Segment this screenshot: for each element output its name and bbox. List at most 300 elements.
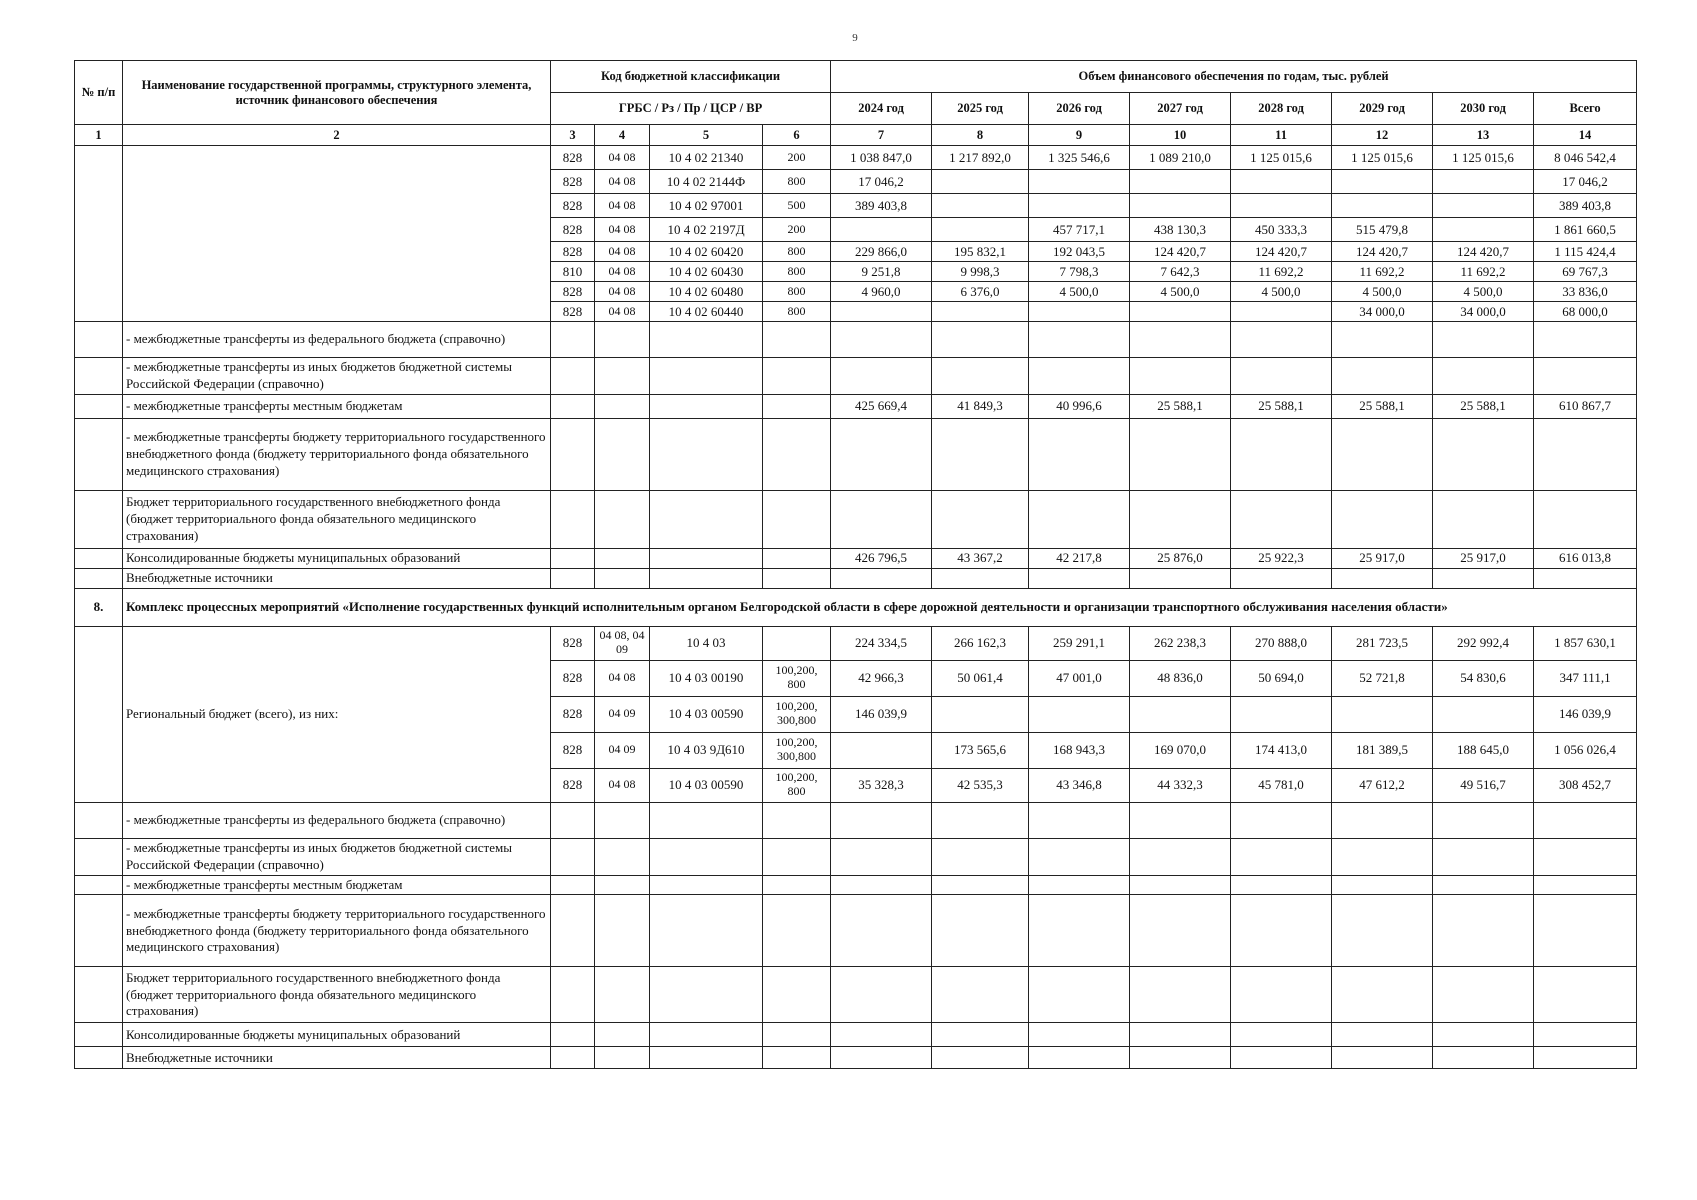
value-cell — [1029, 1023, 1130, 1047]
column-number: 13 — [1433, 125, 1534, 146]
source-label: Внебюджетные источники — [123, 568, 551, 588]
grbs-cell: 828 — [551, 302, 595, 322]
code-cell — [650, 548, 763, 568]
value-cell — [831, 732, 932, 768]
csr-cell: 10 4 03 00590 — [650, 768, 763, 802]
code-header: Код бюджетной классификации — [551, 61, 831, 93]
year-header: 2029 год — [1332, 93, 1433, 125]
code-cell — [551, 358, 595, 395]
value-cell — [1029, 838, 1130, 875]
value-cell: 11 692,2 — [1433, 262, 1534, 282]
value-cell — [1029, 358, 1130, 395]
code-cell — [763, 967, 831, 1023]
value-cell — [932, 838, 1029, 875]
rzpr-cell: 04 08 — [595, 194, 650, 218]
code-cell — [650, 418, 763, 490]
vr-cell: 200 — [763, 218, 831, 242]
value-cell: 425 669,4 — [831, 394, 932, 418]
value-cell: 42 966,3 — [831, 660, 932, 696]
code-cell — [551, 418, 595, 490]
value-cell: 4 960,0 — [831, 282, 932, 302]
code-cell — [551, 1023, 595, 1047]
value-cell: 25 588,1 — [1130, 394, 1231, 418]
csr-cell: 10 4 02 2197Д — [650, 218, 763, 242]
source-label: Внебюджетные источники — [123, 1047, 551, 1069]
value-cell: 4 500,0 — [1029, 282, 1130, 302]
code-cell — [595, 895, 650, 967]
value-cell: 270 888,0 — [1231, 626, 1332, 660]
value-cell — [1029, 490, 1130, 548]
value-cell — [1029, 696, 1130, 732]
source-label: Консолидированные бюджеты муниципальных образований — [123, 1023, 551, 1047]
value-cell — [1433, 218, 1534, 242]
value-cell — [1029, 170, 1130, 194]
code-cell — [595, 1047, 650, 1069]
value-cell: 1 115 424,4 — [1534, 242, 1637, 262]
value-cell — [1231, 1047, 1332, 1069]
value-cell — [1433, 170, 1534, 194]
value-cell — [1534, 802, 1637, 838]
value-cell: 9 998,3 — [932, 262, 1029, 282]
csr-cell: 10 4 02 60480 — [650, 282, 763, 302]
table-row — [75, 146, 1637, 170]
value-cell — [1029, 322, 1130, 358]
value-cell — [1029, 568, 1130, 588]
code-subheader: ГРБС / Рз / Пр / ЦСР / ВР — [551, 93, 831, 125]
column-number: 6 — [763, 125, 831, 146]
value-cell — [932, 802, 1029, 838]
num-cell — [75, 322, 123, 358]
year-header: 2024 год — [831, 93, 932, 125]
value-cell: 11 692,2 — [1231, 262, 1332, 282]
csr-cell: 10 4 02 97001 — [650, 194, 763, 218]
value-cell — [1029, 302, 1130, 322]
code-cell — [595, 967, 650, 1023]
value-cell: 25 917,0 — [1332, 548, 1433, 568]
value-cell: 25 588,1 — [1231, 394, 1332, 418]
value-cell: 174 413,0 — [1231, 732, 1332, 768]
column-number: 9 — [1029, 125, 1130, 146]
table-row — [75, 626, 1637, 660]
year-header: 2026 год — [1029, 93, 1130, 125]
vr-cell: 800 — [763, 242, 831, 262]
vr-cell: 500 — [763, 194, 831, 218]
value-cell: 266 162,3 — [932, 626, 1029, 660]
value-cell — [1332, 696, 1433, 732]
year-header: 2025 год — [932, 93, 1029, 125]
value-cell — [1433, 418, 1534, 490]
value-cell — [1231, 1023, 1332, 1047]
code-cell — [551, 1047, 595, 1069]
grbs-cell: 828 — [551, 282, 595, 302]
value-cell — [1332, 1023, 1433, 1047]
value-cell — [1029, 875, 1130, 895]
value-cell: 616 013,8 — [1534, 548, 1637, 568]
value-cell — [1433, 1023, 1534, 1047]
value-cell — [1029, 418, 1130, 490]
value-cell: 515 479,8 — [1332, 218, 1433, 242]
code-cell — [595, 875, 650, 895]
vr-cell: 100,200, 800 — [763, 660, 831, 696]
column-numbers-row — [75, 125, 1637, 146]
value-cell: 124 420,7 — [1332, 242, 1433, 262]
value-cell — [1231, 838, 1332, 875]
value-cell: 457 717,1 — [1029, 218, 1130, 242]
column-number: 5 — [650, 125, 763, 146]
value-cell: 52 721,8 — [1332, 660, 1433, 696]
value-cell — [1332, 358, 1433, 395]
grbs-cell: 828 — [551, 732, 595, 768]
source-label: Консолидированные бюджеты муниципальных образований — [123, 548, 551, 568]
rzpr-cell: 04 08 — [595, 242, 650, 262]
table-row — [75, 895, 1637, 967]
code-cell — [650, 322, 763, 358]
vr-cell: 800 — [763, 282, 831, 302]
vr-cell: 200 — [763, 146, 831, 170]
value-cell — [1130, 170, 1231, 194]
value-cell — [1231, 490, 1332, 548]
value-cell: 17 046,2 — [831, 170, 932, 194]
code-cell — [650, 875, 763, 895]
code-cell — [763, 394, 831, 418]
value-cell — [1130, 802, 1231, 838]
value-cell: 195 832,1 — [932, 242, 1029, 262]
value-cell: 188 645,0 — [1433, 732, 1534, 768]
vr-cell — [763, 626, 831, 660]
value-cell — [1332, 838, 1433, 875]
code-cell — [595, 548, 650, 568]
value-cell: 389 403,8 — [1534, 194, 1637, 218]
value-cell: 1 857 630,1 — [1534, 626, 1637, 660]
table-row — [75, 1047, 1637, 1069]
csr-cell: 10 4 02 60430 — [650, 262, 763, 282]
value-cell — [1130, 568, 1231, 588]
value-cell: 4 500,0 — [1433, 282, 1534, 302]
value-cell — [1231, 170, 1332, 194]
value-cell — [1231, 802, 1332, 838]
value-cell — [1534, 358, 1637, 395]
value-cell — [1332, 802, 1433, 838]
code-cell — [595, 838, 650, 875]
value-cell — [932, 302, 1029, 322]
value-cell — [831, 490, 932, 548]
rzpr-cell: 04 08 — [595, 302, 650, 322]
value-cell — [1332, 194, 1433, 218]
value-cell: 1 125 015,6 — [1231, 146, 1332, 170]
value-cell: 347 111,1 — [1534, 660, 1637, 696]
value-cell: 25 922,3 — [1231, 548, 1332, 568]
grbs-cell: 828 — [551, 170, 595, 194]
code-cell — [763, 490, 831, 548]
value-cell — [1534, 838, 1637, 875]
value-cell: 69 767,3 — [1534, 262, 1637, 282]
code-cell — [551, 967, 595, 1023]
value-cell: 1 038 847,0 — [831, 146, 932, 170]
source-label: - межбюджетные трансферты из федерального бюджета (справочно) — [123, 322, 551, 358]
year-header: 2030 год — [1433, 93, 1534, 125]
value-cell — [1130, 322, 1231, 358]
value-cell — [1332, 322, 1433, 358]
code-cell — [650, 1047, 763, 1069]
table-row — [75, 548, 1637, 568]
num-cell — [75, 802, 123, 838]
value-cell: 48 836,0 — [1130, 660, 1231, 696]
code-cell — [551, 548, 595, 568]
value-cell — [932, 418, 1029, 490]
value-cell: 25 588,1 — [1433, 394, 1534, 418]
value-cell — [1130, 1023, 1231, 1047]
value-cell — [831, 568, 932, 588]
num-cell — [75, 418, 123, 490]
grbs-cell: 828 — [551, 696, 595, 732]
value-cell — [1332, 568, 1433, 588]
csr-cell: 10 4 03 00590 — [650, 696, 763, 732]
csr-cell: 10 4 03 9Д610 — [650, 732, 763, 768]
value-cell — [1029, 895, 1130, 967]
code-cell — [763, 1023, 831, 1047]
num-cell — [75, 1047, 123, 1069]
value-cell: 169 070,0 — [1130, 732, 1231, 768]
value-cell — [831, 895, 932, 967]
code-cell — [763, 875, 831, 895]
value-cell — [1130, 490, 1231, 548]
value-cell — [1130, 967, 1231, 1023]
rzpr-cell: 04 08, 04 09 — [595, 626, 650, 660]
rzpr-cell: 04 09 — [595, 732, 650, 768]
value-cell — [1534, 418, 1637, 490]
value-cell: 426 796,5 — [831, 548, 932, 568]
value-cell — [1130, 1047, 1231, 1069]
value-cell — [1231, 418, 1332, 490]
year-header: 2027 год — [1130, 93, 1231, 125]
value-cell: 610 867,7 — [1534, 394, 1637, 418]
value-cell — [1130, 418, 1231, 490]
table-row — [75, 322, 1637, 358]
grbs-cell: 828 — [551, 194, 595, 218]
code-cell — [650, 394, 763, 418]
value-cell — [932, 696, 1029, 732]
value-cell — [1029, 1047, 1130, 1069]
value-cell — [1433, 194, 1534, 218]
value-cell — [831, 418, 932, 490]
value-cell: 1 089 210,0 — [1130, 146, 1231, 170]
code-cell — [763, 418, 831, 490]
value-cell: 146 039,9 — [1534, 696, 1637, 732]
value-cell: 168 943,3 — [1029, 732, 1130, 768]
value-cell: 42 535,3 — [932, 768, 1029, 802]
num-cell — [75, 568, 123, 588]
value-cell: 25 588,1 — [1332, 394, 1433, 418]
value-cell — [932, 170, 1029, 194]
value-cell — [1433, 490, 1534, 548]
value-cell: 54 830,6 — [1433, 660, 1534, 696]
num-cell — [75, 967, 123, 1023]
value-cell: 7 642,3 — [1130, 262, 1231, 282]
rzpr-cell: 04 09 — [595, 696, 650, 732]
value-cell — [831, 838, 932, 875]
rzpr-cell: 04 08 — [595, 660, 650, 696]
value-cell: 124 420,7 — [1130, 242, 1231, 262]
value-cell — [831, 1047, 932, 1069]
value-cell: 1 125 015,6 — [1332, 146, 1433, 170]
num-cell — [75, 394, 123, 418]
value-cell: 25 917,0 — [1433, 548, 1534, 568]
num-cell — [75, 838, 123, 875]
value-cell — [1534, 490, 1637, 548]
code-cell — [595, 802, 650, 838]
value-cell — [1332, 1047, 1433, 1069]
code-cell — [763, 802, 831, 838]
vr-cell: 100,200, 800 — [763, 768, 831, 802]
value-cell — [831, 218, 932, 242]
code-cell — [551, 838, 595, 875]
value-cell — [831, 875, 932, 895]
table-row — [75, 1023, 1637, 1047]
code-cell — [595, 358, 650, 395]
code-cell — [551, 875, 595, 895]
value-cell — [1433, 802, 1534, 838]
code-cell — [595, 490, 650, 548]
value-cell — [1433, 875, 1534, 895]
value-cell: 438 130,3 — [1130, 218, 1231, 242]
value-cell: 389 403,8 — [831, 194, 932, 218]
code-cell — [551, 568, 595, 588]
vr-cell: 800 — [763, 170, 831, 194]
value-cell — [1433, 358, 1534, 395]
value-cell: 34 000,0 — [1332, 302, 1433, 322]
value-cell — [1534, 895, 1637, 967]
code-cell — [650, 802, 763, 838]
total-header: Всего — [1534, 93, 1637, 125]
value-cell — [1433, 568, 1534, 588]
table-row — [75, 838, 1637, 875]
code-cell — [763, 1047, 831, 1069]
value-cell: 224 334,5 — [831, 626, 932, 660]
value-cell — [1130, 194, 1231, 218]
rzpr-cell: 04 08 — [595, 170, 650, 194]
table-row — [75, 490, 1637, 548]
value-cell — [1433, 322, 1534, 358]
column-number: 1 — [75, 125, 123, 146]
value-cell: 1 861 660,5 — [1534, 218, 1637, 242]
source-label: - межбюджетные трансферты бюджету территориального государственного внебюджетного фонда (бюджету территориального фонда обязательного медицинского страхования) — [123, 418, 551, 490]
value-cell: 43 367,2 — [932, 548, 1029, 568]
value-cell — [1029, 194, 1130, 218]
code-cell — [763, 358, 831, 395]
column-number: 2 — [123, 125, 551, 146]
value-cell: 1 217 892,0 — [932, 146, 1029, 170]
value-cell — [1332, 490, 1433, 548]
num-cell — [75, 490, 123, 548]
vr-cell: 100,200, 300,800 — [763, 732, 831, 768]
code-cell — [763, 322, 831, 358]
value-cell: 146 039,9 — [831, 696, 932, 732]
grbs-cell: 828 — [551, 146, 595, 170]
value-cell: 35 328,3 — [831, 768, 932, 802]
value-cell — [1332, 418, 1433, 490]
value-cell: 229 866,0 — [831, 242, 932, 262]
source-label: Бюджет территориального государственного внебюджетного фонда (бюджет территориального фонда обязательного медицинского страхования) — [123, 490, 551, 548]
code-cell — [650, 490, 763, 548]
grbs-cell: 810 — [551, 262, 595, 282]
financing-table — [74, 60, 1637, 1069]
value-cell — [1534, 1047, 1637, 1069]
source-label: - межбюджетные трансферты из иных бюджетов бюджетной системы Российской Федерации (справочно) — [123, 358, 551, 395]
value-cell: 4 500,0 — [1130, 282, 1231, 302]
num-cell — [75, 358, 123, 395]
section-header-row — [75, 588, 1637, 626]
source-label: - межбюджетные трансферты местным бюджетам — [123, 394, 551, 418]
code-cell — [650, 568, 763, 588]
section-number: 8. — [75, 588, 123, 626]
code-cell — [650, 358, 763, 395]
column-number: 11 — [1231, 125, 1332, 146]
value-cell — [1332, 875, 1433, 895]
value-cell: 9 251,8 — [831, 262, 932, 282]
code-cell — [650, 895, 763, 967]
rzpr-cell: 04 08 — [595, 262, 650, 282]
value-cell — [1130, 875, 1231, 895]
value-cell — [1231, 194, 1332, 218]
csr-cell: 10 4 02 60420 — [650, 242, 763, 262]
value-cell: 4 500,0 — [1332, 282, 1433, 302]
value-cell — [831, 358, 932, 395]
value-cell: 42 217,8 — [1029, 548, 1130, 568]
value-cell — [831, 802, 932, 838]
source-label: - межбюджетные трансферты из иных бюджетов бюджетной системы Российской Федерации (справочно) — [123, 838, 551, 875]
value-cell — [1130, 358, 1231, 395]
column-number: 14 — [1534, 125, 1637, 146]
value-cell: 50 694,0 — [1231, 660, 1332, 696]
table-row — [75, 568, 1637, 588]
rzpr-cell: 04 08 — [595, 218, 650, 242]
code-cell — [595, 322, 650, 358]
column-number: 7 — [831, 125, 932, 146]
value-cell — [1231, 875, 1332, 895]
value-cell: 41 849,3 — [932, 394, 1029, 418]
code-cell — [551, 394, 595, 418]
value-cell: 34 000,0 — [1433, 302, 1534, 322]
code-cell — [763, 568, 831, 588]
value-cell — [1231, 696, 1332, 732]
rzpr-cell: 04 08 — [595, 768, 650, 802]
value-cell: 308 452,7 — [1534, 768, 1637, 802]
num-cell — [75, 626, 123, 802]
value-cell: 7 798,3 — [1029, 262, 1130, 282]
table-row — [75, 967, 1637, 1023]
value-cell — [1332, 967, 1433, 1023]
value-cell — [1534, 875, 1637, 895]
csr-cell: 10 4 03 00190 — [650, 660, 763, 696]
volume-header: Объем финансового обеспечения по годам, тыс. рублей — [831, 61, 1637, 93]
vr-cell: 800 — [763, 302, 831, 322]
value-cell — [1029, 967, 1130, 1023]
code-cell — [650, 1023, 763, 1047]
value-cell: 1 125 015,6 — [1433, 146, 1534, 170]
value-cell — [831, 322, 932, 358]
value-cell: 181 389,5 — [1332, 732, 1433, 768]
value-cell — [1130, 895, 1231, 967]
code-cell — [595, 1023, 650, 1047]
code-cell — [650, 967, 763, 1023]
section-title: Комплекс процессных мероприятий «Исполнение государственных функций исполнительным органом Белгородской области в сфере дорожной деятельности и организации транспортного обслуживания населения области» — [123, 588, 1637, 626]
value-cell: 45 781,0 — [1231, 768, 1332, 802]
num-cell — [75, 875, 123, 895]
value-cell — [932, 967, 1029, 1023]
value-cell — [932, 1023, 1029, 1047]
source-label: - межбюджетные трансферты местным бюджетам — [123, 875, 551, 895]
value-cell: 259 291,1 — [1029, 626, 1130, 660]
